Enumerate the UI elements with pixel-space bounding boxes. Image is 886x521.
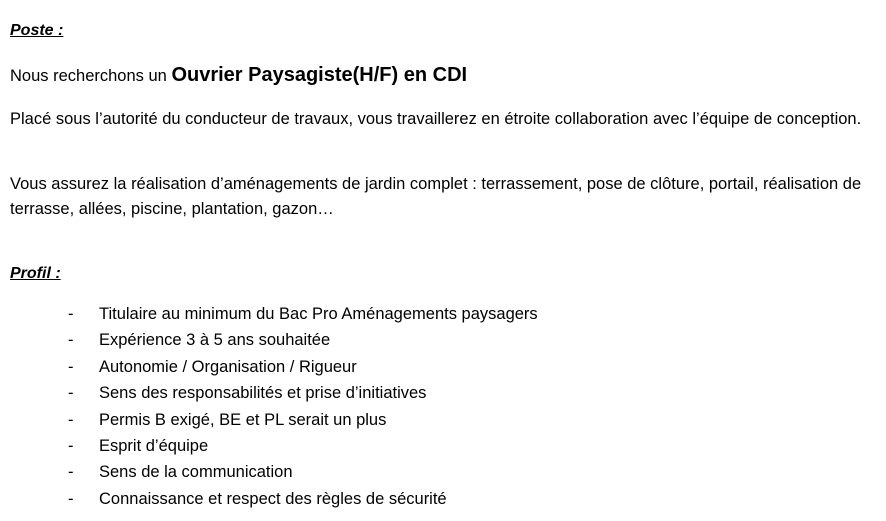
bullet-dash: - bbox=[68, 305, 74, 323]
list-item-text: Esprit d’équipe bbox=[99, 436, 209, 455]
intro-lead-text: Nous recherchons un bbox=[10, 67, 172, 85]
bullet-dash: - bbox=[68, 357, 74, 376]
description-paragraph-1: Placé sous l’autorité du conducteur de travaux, vous travaillerez en étroite collaboration avec l’équipe de conception. bbox=[10, 110, 862, 128]
list-item-text: Sens des responsabilités et prise d’initiatives bbox=[99, 384, 427, 403]
bullet-dash: - bbox=[68, 410, 74, 429]
list-item-text: Autonomie / Organisation / Rigueur bbox=[99, 357, 357, 376]
bullet-dash: - bbox=[68, 489, 74, 508]
bullet-dash: - bbox=[68, 463, 74, 482]
list-item-text: Expérience 3 à 5 ans souhaitée bbox=[99, 331, 331, 350]
job-intro-line bbox=[10, 62, 467, 89]
bullet-dash: - bbox=[68, 436, 74, 455]
profil-heading: Profil : bbox=[10, 265, 61, 282]
poste-heading: Poste : bbox=[10, 22, 64, 39]
list-item-text: Permis B exigé, BE et PL serait un plus bbox=[99, 410, 387, 429]
bullet-dash: - bbox=[68, 331, 74, 350]
description-paragraph-2: Vous assurez la réalisation d’aménagements de jardin complet : terrassement, pose de clôture, portail, réalisation de terrasse, allées, piscine, plantation, gazon… bbox=[10, 175, 862, 218]
list-item-text: Titulaire au minimum du Bac Pro Aménagements paysagers bbox=[99, 305, 538, 323]
list-item-text: Sens de la communication bbox=[99, 463, 293, 482]
list-item-text: Connaissance et respect des règles de sécurité bbox=[99, 489, 447, 508]
job-title: Ouvrier Paysagiste(H/F) en CDI bbox=[171, 64, 468, 86]
bullet-dash: - bbox=[68, 384, 74, 403]
